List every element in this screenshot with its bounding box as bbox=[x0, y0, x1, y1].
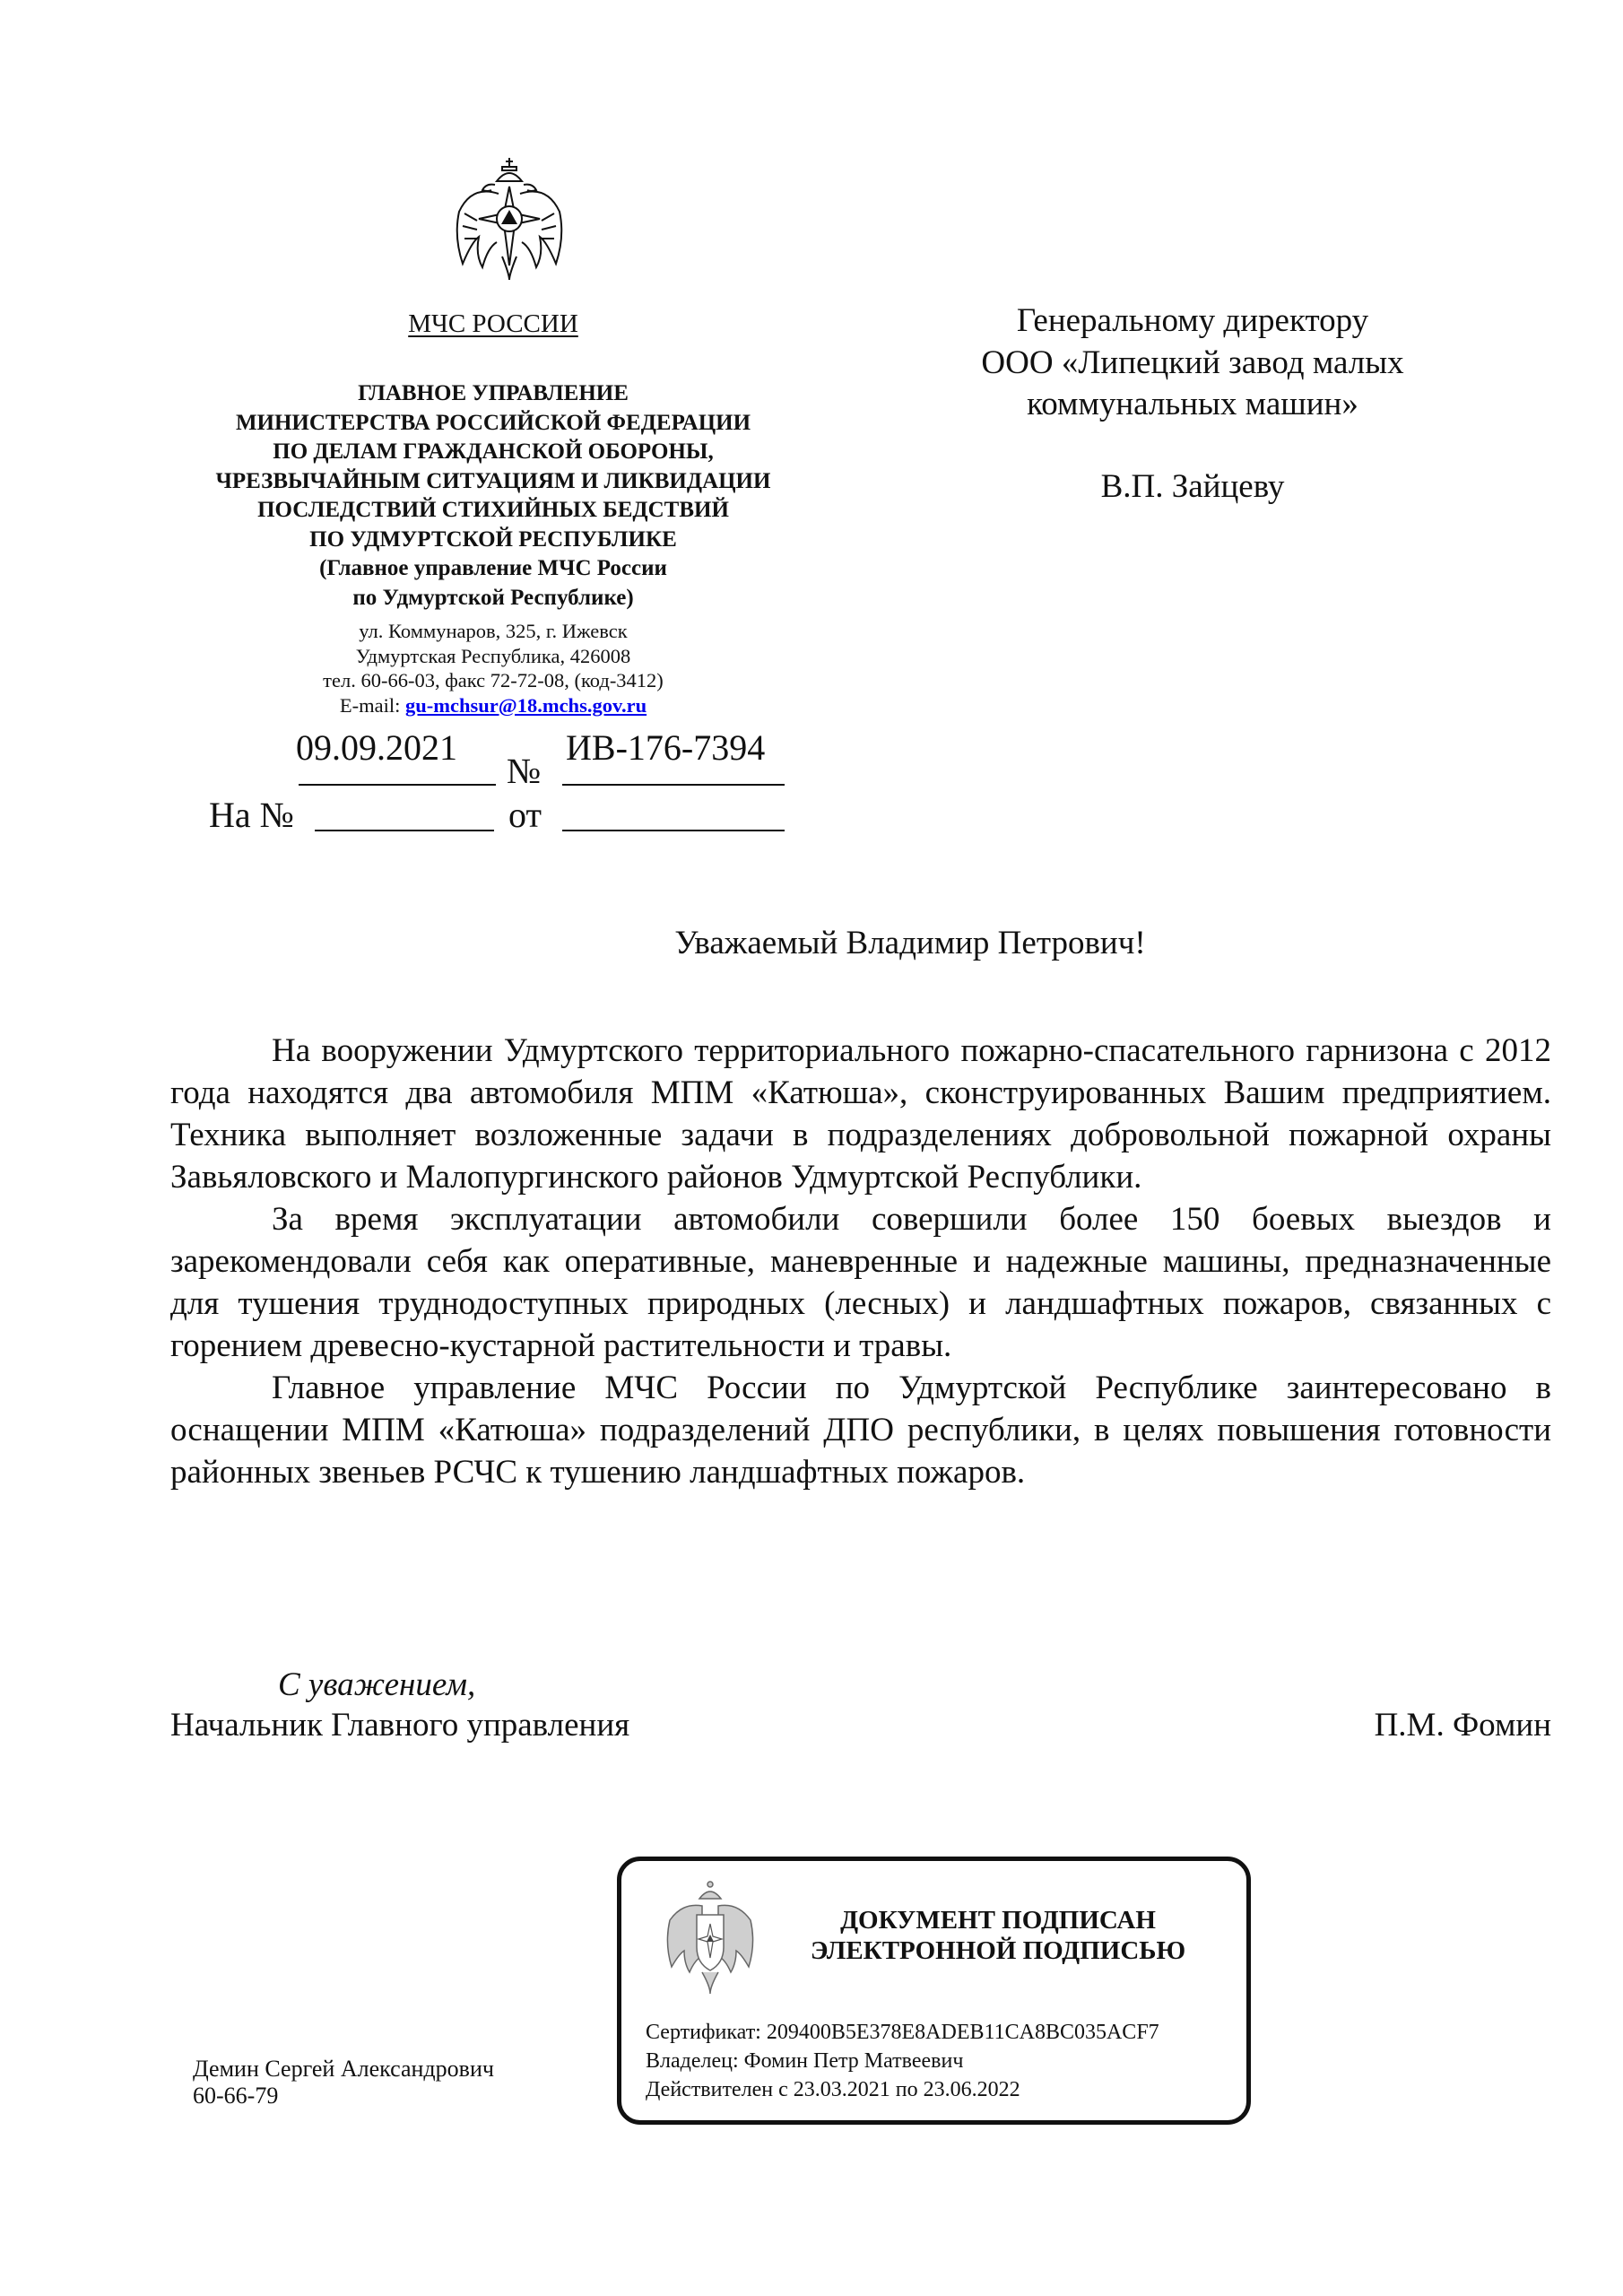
addressee-name: В.П. Зайцеву bbox=[1100, 467, 1285, 505]
certificate-number: Сертификат: 209400B5E378E8ADEB11CA8BC035ACF7 bbox=[646, 2021, 1159, 2044]
email-line bbox=[170, 693, 816, 718]
signer-title: Начальник Главного управления bbox=[170, 1707, 630, 1744]
org-title-line: по Удмуртской Республике) bbox=[352, 585, 634, 610]
executor-info bbox=[193, 2056, 494, 2109]
body-paragraph: За время эксплуатации автомобили совершили более 150 боевых выездов и зарекомендовали себя как оперативные, маневренные и надежные машины, предназначенные для тушения труднодоступных природных (лесных) и ландшафтных пожаров, связанных с горением древесно-кустарной растительности и травы. bbox=[170, 1201, 1551, 1364]
stamp-heading-line: ЭЛЕКТРОННОЙ ПОДПИСЬЮ bbox=[810, 1936, 1186, 1965]
address-line: Удмуртская Республика, 426008 bbox=[355, 644, 631, 667]
executor-phone: 60-66-79 bbox=[193, 2083, 279, 2109]
stamp-heading-line: ДОКУМЕНТ ПОДПИСАН bbox=[840, 1906, 1156, 1935]
mchs-emblem-icon bbox=[447, 151, 572, 285]
reference-date-label: от bbox=[508, 795, 542, 835]
reference-number-label: На № bbox=[209, 795, 294, 835]
org-title-line: ПО ДЕЛАМ ГРАЖДАНСКОЙ ОБОРОНЫ, bbox=[273, 439, 714, 464]
agency-name: МЧС РОССИИ bbox=[408, 309, 578, 338]
body-paragraph: Главное управление МЧС России по Удмуртской Республике заинтересовано в оснащении МПМ «Катюша» подразделений ДПО республики, в целях повышения готовности районных звеньев РСЧС к тушению ландшафтных пожаров. bbox=[170, 1370, 1551, 1491]
org-title-line: ГЛАВНОЕ УПРАВЛЕНИЕ bbox=[358, 381, 629, 405]
organization-title bbox=[170, 379, 816, 613]
org-title-line: ПО УДМУРТСКОЙ РЕСПУБЛИКЕ bbox=[309, 526, 677, 552]
document-number: ИВ-176-7394 bbox=[566, 727, 766, 768]
mchs-emblem-icon bbox=[661, 1872, 759, 1997]
stamp-details bbox=[646, 2018, 1159, 2104]
body-paragraph: На вооружении Удмуртского территориального пожарно-спасательного гарнизона с 2012 года находятся два автомобиля МПМ «Катюша», сконструированных Вашим предприятием. Техника выполняет возложенные задачи в подразделениях добровольной пожарной охраны Завьяловского и Малопургинского районов Удмуртской Республики. bbox=[170, 1032, 1551, 1196]
stamp-heading bbox=[765, 1905, 1231, 1966]
email-label: E-mail: bbox=[339, 693, 406, 717]
organization-address bbox=[170, 619, 816, 718]
reference-date-underline bbox=[562, 830, 785, 831]
org-title-line: ПОСЛЕДСТВИЙ СТИХИЙНЫХ БЕДСТВИЙ bbox=[257, 498, 729, 522]
address-line: тел. 60-66-03, факс 72-72-08, (код-3412) bbox=[323, 669, 664, 691]
certificate-validity: Действителен с 23.03.2021 по 23.06.2022 bbox=[646, 2078, 1020, 2101]
addressee-line: коммунальных машин» bbox=[1027, 386, 1358, 422]
salutation: Уважаемый Владимир Петрович! bbox=[674, 925, 1146, 961]
date-underline bbox=[299, 784, 496, 786]
letter-body bbox=[170, 1030, 1551, 1493]
addressee-block bbox=[933, 300, 1453, 508]
org-title-line: (Главное управление МЧС России bbox=[319, 556, 667, 580]
signer-name: П.М. Фомин bbox=[1374, 1707, 1551, 1744]
address-line: ул. Коммунаров, 325, г. Ижевск bbox=[359, 620, 628, 642]
org-title-line: ЧРЕЗВЫЧАЙНЫМ СИТУАЦИЯМ И ЛИКВИДАЦИИ bbox=[215, 468, 771, 493]
addressee-line: Генеральному директору bbox=[1016, 302, 1369, 339]
number-underline bbox=[562, 784, 785, 786]
electronic-signature-stamp bbox=[617, 1857, 1251, 2125]
document-date: 09.09.2021 bbox=[296, 727, 457, 768]
org-title-line: МИНИСТЕРСТВА РОССИЙСКОЙ ФЕДЕРАЦИИ bbox=[235, 410, 751, 435]
number-sign: № bbox=[507, 751, 542, 791]
executor-name: Демин Сергей Александрович bbox=[193, 2056, 494, 2082]
closing-regards: С уважением, bbox=[278, 1666, 476, 1703]
certificate-owner: Владелец: Фомин Петр Матвеевич bbox=[646, 2049, 964, 2073]
email-link[interactable]: gu-mchsur@18.mchs.gov.ru bbox=[405, 693, 647, 717]
addressee-line: ООО «Липецкий завод малых bbox=[981, 344, 1404, 381]
reference-number-underline bbox=[315, 830, 494, 831]
